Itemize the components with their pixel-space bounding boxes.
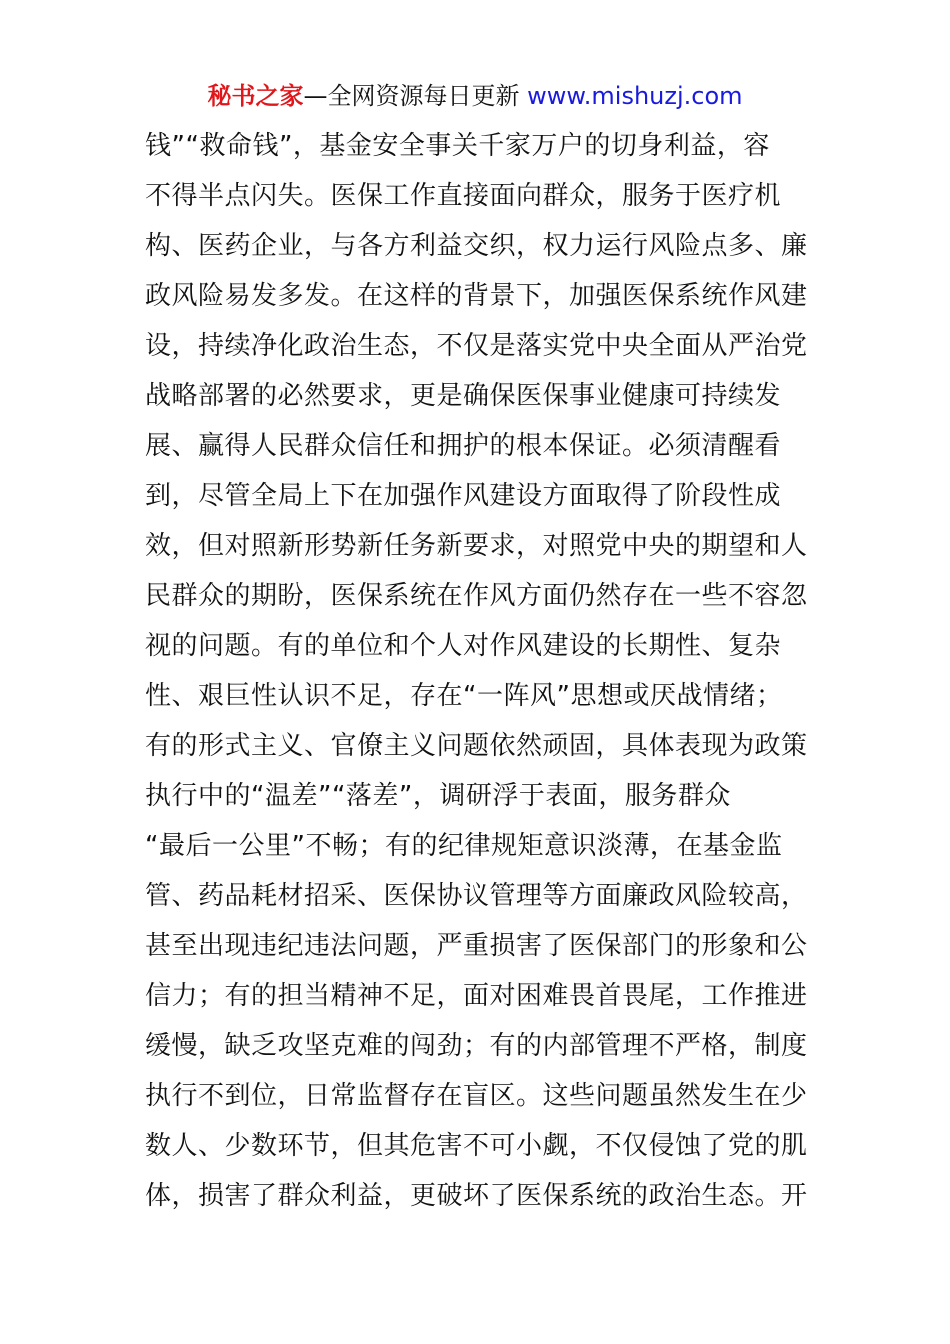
body-line: 战略部署的必然要求，更是确保医保事业健康可持续发 [145, 381, 782, 411]
body-line: “最后一公里”不畅；有的纪律规矩意识淡薄，在基金监 [145, 831, 783, 861]
body-line: 执行中的“温差”“落差”，调研浮于表面，服务群众 [145, 781, 731, 811]
body-line: 设，持续净化政治生态，不仅是落实党中央全面从严治党 [145, 331, 808, 361]
body-line: 民群众的期盼，医保系统在作风方面仍然存在一些不容忽 [145, 581, 808, 611]
brand-name: 秘书之家 [207, 82, 304, 110]
body-line: 信力；有的担当精神不足，面对困难畏首畏尾，工作推进 [145, 981, 808, 1011]
body-line: 效，但对照新形势新任务新要求，对照党中央的期望和人 [145, 531, 808, 561]
body-line: 性、艰巨性认识不足，存在“一阵风”思想或厌战情绪； [145, 681, 783, 711]
body-line: 有的形式主义、官僚主义问题依然顽固，具体表现为政策 [145, 731, 808, 761]
body-line: 政风险易发多发。在这样的背景下，加强医保系统作风建 [145, 281, 808, 311]
body-line: 构、医药企业，与各方利益交织，权力运行风险点多、廉 [145, 231, 808, 261]
body-line: 缓慢，缺乏攻坚克难的闯劲；有的内部管理不严格，制度 [145, 1031, 808, 1061]
body-line: 管、药品耗材招采、医保协议管理等方面廉政风险较高， [145, 881, 808, 911]
body-line: 甚至出现违纪违法问题，严重损害了医保部门的形象和公 [145, 931, 808, 961]
body-line: 执行不到位，日常监督存在盲区。这些问题虽然发生在少 [145, 1081, 808, 1111]
body-line: 到，尽管全局上下在加强作风建设方面取得了阶段性成 [145, 481, 782, 511]
body-line: 钱”“救命钱”，基金安全事关千家万户的切身利益，容 [145, 131, 770, 161]
body-line: 视的问题。有的单位和个人对作风建设的长期性、复杂 [145, 631, 782, 661]
document-body [145, 121, 810, 1221]
body-line: 不得半点闪失。医保工作直接面向群众，服务于医疗机 [145, 181, 782, 211]
header-tagline: —全网资源每日更新 [303, 82, 528, 110]
site-header [0, 80, 950, 112]
body-line: 数人、少数环节，但其危害不可小觑，不仅侵蚀了党的肌 [145, 1131, 808, 1161]
body-line: 展、赢得人民群众信任和拥护的根本保证。必须清醒看 [145, 431, 782, 461]
site-url[interactable]: www.mishuzj.com [527, 82, 743, 110]
body-line: 体，损害了群众利益，更破坏了医保系统的政治生态。开 [145, 1181, 808, 1211]
